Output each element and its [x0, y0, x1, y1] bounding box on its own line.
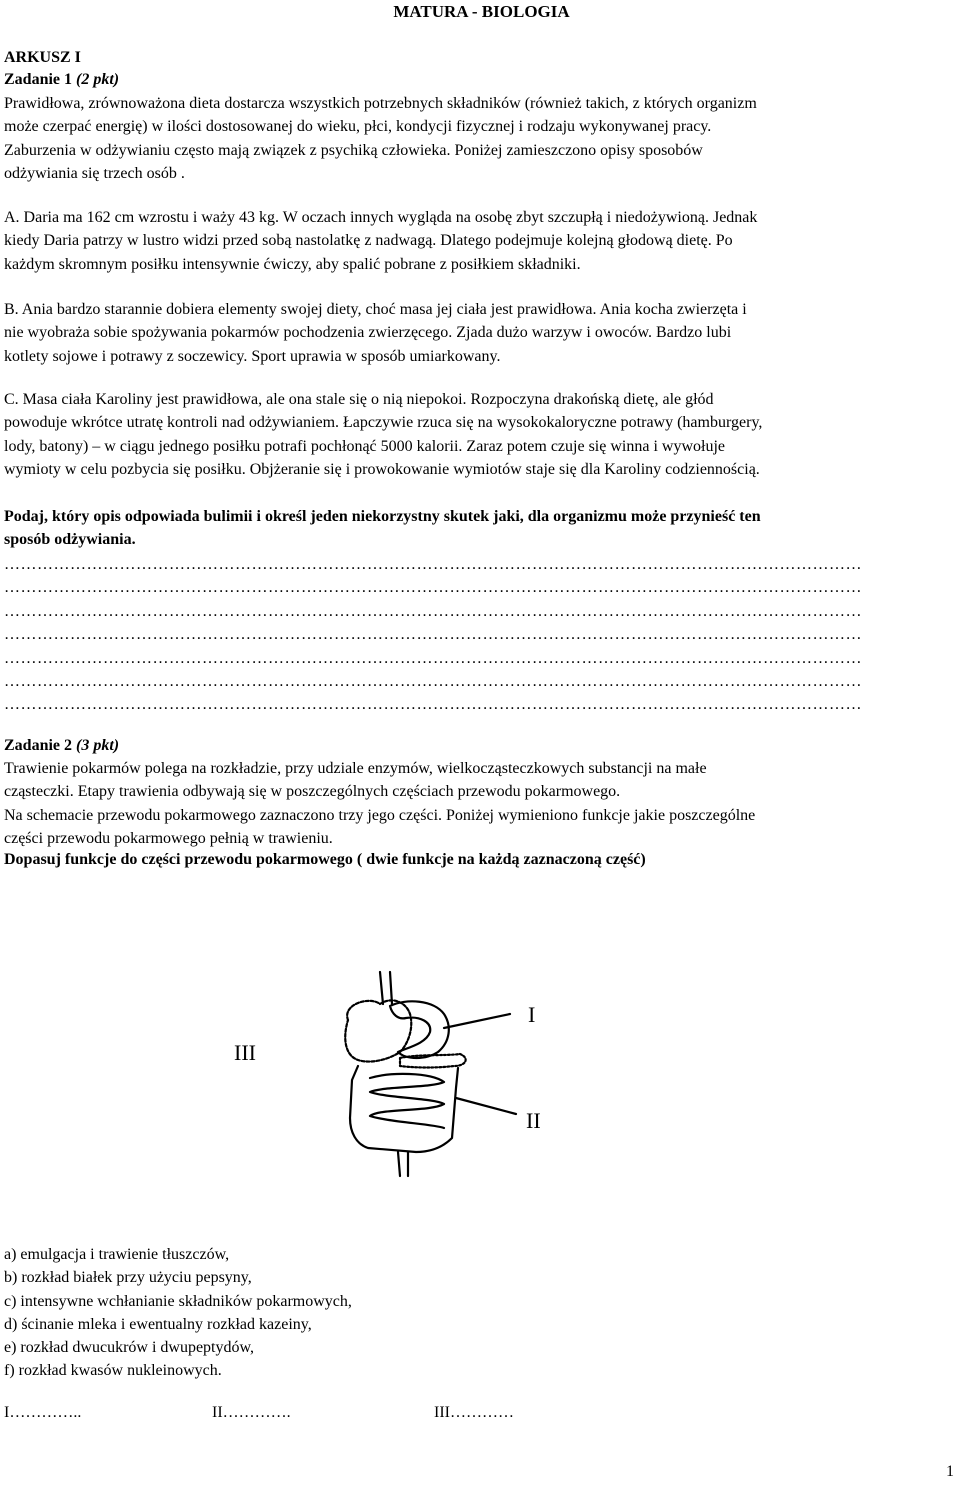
task2-instruction: Dopasuj funkcje do części przewodu pokarmowego ( dwie funkcje na każdą zaznaczoną część)	[4, 851, 646, 868]
task1-intro-line: odżywiania się trzech osób .	[4, 164, 185, 182]
case-a-line: A. Daria ma 162 cm wzrostu i waży 43 kg. W oczach innych wygląda na osobę zbyt szczupłą i niedożywioną. Jednak	[4, 209, 758, 226]
case-b-line: kotlety sojowe i potrawy z soczewicy. Sport uprawia w sposób umiarkowany.	[4, 347, 501, 365]
task1-question	[4, 505, 956, 552]
task1-heading	[4, 68, 956, 91]
digestive-system-figure	[230, 968, 590, 1188]
answer-field-II[interactable]: II………….	[212, 1404, 291, 1421]
case-c-line: C. Masa ciała Karoliny jest prawidłowa, ale ona stale się o nią niepokoi. Rozpoczyna drakońską dietę, ale głód	[4, 391, 714, 408]
answer-line[interactable]: …………………………………………………………………………………………………………………………………………	[4, 626, 862, 644]
answer-line[interactable]: …………………………………………………………………………………………………………………………………………	[4, 579, 862, 597]
function-item: a) emulgacja i trawienie tłuszczów,	[4, 1246, 230, 1263]
task2-intro-line: cząsteczki. Etapy trawienia odbywają się w poszczególnych częściach przewodu pokarmowego.	[4, 783, 621, 801]
case-c-line: wymioty w celu pozbycia się posiłku. Objżeranie się i prowokowanie wymiotów staje się dla Karoliny codziennością.	[4, 460, 760, 478]
task2-intro	[4, 757, 956, 850]
small-intestine-shape	[370, 1074, 444, 1128]
pointer-line-I	[444, 1014, 510, 1028]
task2-heading	[4, 734, 956, 757]
page-number: 1	[946, 1463, 954, 1480]
question-line: sposób odżywiania.	[4, 531, 136, 549]
function-item: e) rozkład dwucukrów i dwupeptydów,	[4, 1339, 255, 1357]
figure-label-I: I	[528, 1002, 536, 1027]
liver-shape	[345, 1000, 411, 1061]
answer-line[interactable]: …………………………………………………………………………………………………………………………………………	[4, 602, 862, 620]
figure-label-III: III	[234, 1040, 256, 1065]
case-b-line: nie wyobraża sobie spożywania pokarmów pochodzenia zwierzęcego. Zjada dużo warzyw i owoców. Bardzo lubi	[4, 324, 732, 342]
answer-line[interactable]: …………………………………………………………………………………………………………………………………………	[4, 556, 862, 573]
answer-field-III[interactable]: III…………	[434, 1404, 514, 1421]
function-item: d) ścinanie mleka i ewentualny rozkład kazeiny,	[4, 1315, 312, 1333]
task2-title: Zadanie 2	[4, 737, 73, 754]
figure-label-II: II	[526, 1108, 541, 1133]
answer-line[interactable]: …………………………………………………………………………………………………………………………………………	[4, 649, 862, 667]
task1-case-c	[4, 388, 956, 481]
task2-intro-line: Na schemacie przewodu pokarmowego zaznaczono trzy jego części. Poniżej wymieniono funkcje jakie poszczególne	[4, 806, 756, 824]
stomach-shape	[390, 1001, 449, 1058]
function-item: f) rozkład kwasów nukleinowych.	[4, 1362, 222, 1380]
pointer-line-II	[456, 1098, 516, 1114]
case-b-line: B. Ania bardzo starannie dobiera elementy swojej diety, choć masa jej ciała jest prawidłowa. Ania kocha zwierzęta i	[4, 301, 747, 318]
task1-intro	[4, 92, 956, 185]
task1-points: (2 pkt)	[76, 71, 120, 88]
task2-intro-line: Trawienie pokarmów polega na rozkładzie, przy udziale enzymów, wielkocząsteczkowych substancji na małe	[4, 760, 707, 777]
case-c-line: powoduje wkrótce utratę kontroli nad odżywianiem. Łapczywie rzuca się na wysokokaloryczne potrawy (hamburgery,	[4, 414, 763, 432]
case-a-line: każdym skromnym posiłku intensywnie ćwiczy, aby spalić pobrane z posiłkiem składniki.	[4, 255, 581, 273]
task1-answer-area[interactable]	[4, 553, 956, 717]
answer-field-I[interactable]: I…………..	[4, 1404, 82, 1421]
page-header	[0, 2, 960, 22]
sheet-title: ARKUSZ I	[4, 49, 81, 66]
esophagus-shape	[380, 972, 392, 1004]
task1-intro-line: może czerpać energię) w ilości dostosowanej do wieku, płci, kondycji fizycznej i rodzaju wykonywanej pracy.	[4, 118, 712, 136]
task2-answer-row	[4, 1404, 514, 1422]
rectum-shape	[398, 1152, 408, 1176]
question-line: Podaj, który opis odpowiada bulimii i określ jeden niekorzystny skutek jaki, dla organizmu może przynieść ten	[4, 508, 761, 525]
task1-intro-line: Zaburzenia w odżywianiu często mają związek z psychiką człowieka. Poniżej zamieszczono opisy sposobów	[4, 141, 703, 159]
function-item: b) rozkład białek przy użyciu pepsyny,	[4, 1269, 252, 1287]
answer-line[interactable]: …………………………………………………………………………………………………………………………………………	[4, 696, 862, 714]
function-item: c) intensywne wchłanianie składników pokarmowych,	[4, 1292, 352, 1310]
task1-title: Zadanie 1	[4, 71, 73, 88]
header-title: MATURA - BIOLOGIA	[393, 2, 570, 21]
answer-line[interactable]: …………………………………………………………………………………………………………………………………………	[4, 672, 862, 690]
case-a-line: kiedy Daria patrzy w lustro widzi przed sobą nastolatkę z nadwagą. Dlatego podejmuje kolejną głodową dietę. Po	[4, 232, 733, 250]
task1-case-b	[4, 298, 956, 368]
task2-points: (3 pkt)	[76, 737, 120, 754]
task1-intro-line: Prawidłowa, zrównoważona dieta dostarcza wszystkich potrzebnych składników (również takich, z których organizm	[4, 95, 757, 112]
pancreas-shape	[400, 1054, 466, 1068]
task1-case-a	[4, 206, 956, 276]
task2-intro-line: części przewodu pokarmowego pełnią w trawieniu.	[4, 829, 333, 847]
functions-list	[4, 1243, 956, 1383]
case-c-line: lody, batony) – w ciągu jednego posiłku potrafi pochłonąć 5000 kalorii. Zaraz potem czuje się winna i wywołuje	[4, 437, 725, 455]
